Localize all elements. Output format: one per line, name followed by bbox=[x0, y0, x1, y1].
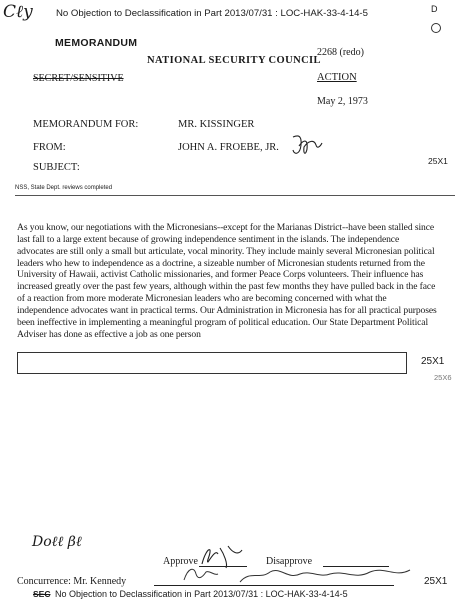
handwritten-mark-top-left: Cℓy bbox=[3, 2, 33, 22]
declassification-banner-top: No Objection to Declassification in Part 2013/07/31 : LOC-HAK-33-4-14-5 bbox=[56, 8, 368, 19]
from-label: FROM: bbox=[33, 142, 66, 153]
redaction-box bbox=[17, 352, 407, 374]
body-paragraph: As you know, our negotiations with the Micronesians--except for the Marianas District--have been stalled since last fall to a large extent because of growing independence sentiment in the islands. The independence advocates are still only a small but articulate, vocal minority. They include mainly several Micronesian political leaders who hew to independence as a doctrine, a sizeable number of Micronesian students returned from the University of Hawaii, activist Catholic missionaries, and former Peace Corps volunteers. Their influence has increased greatly over the past few years, although within the past few months they have pulled back in the face of a reaction from more moderate Micronesian leaders who are becoming concerned with what the independence advocates want in practical terms. Our Administration in Micronesia has for all practical purposes been ineffective in implementing a meaningful program of political education. Our State Department Political Adviser has done as effective a job as one person bbox=[17, 222, 437, 340]
subject-label: SUBJECT: bbox=[33, 162, 80, 173]
action-label: ACTION bbox=[317, 72, 357, 83]
redaction-code: 25X1 bbox=[428, 156, 448, 166]
declassification-banner-bottom: No Objection to Declassification in Part 2013/07/31 : LOC-HAK-33-4-14-5 bbox=[55, 589, 348, 599]
concurrence-line: Concurrence: Mr. Kennedy bbox=[17, 576, 127, 587]
handwritten-initials bbox=[290, 133, 324, 159]
from-value: JOHN A. FROEBE, JR. bbox=[178, 142, 279, 153]
divider-line bbox=[15, 195, 455, 196]
memo-for-value: MR. KISSINGER bbox=[178, 119, 255, 130]
handwritten-note: Dοℓℓ βℓ bbox=[32, 534, 82, 550]
redaction-code: 25X6 bbox=[434, 373, 452, 382]
concurrence-signature bbox=[180, 562, 420, 588]
disapprove-label: Disapprove bbox=[266, 556, 313, 567]
review-note: NSS, State Dept. reviews completed bbox=[15, 185, 113, 191]
footer-classification-prefix: SEC bbox=[33, 589, 51, 599]
corner-mark: D bbox=[431, 4, 438, 14]
memo-date: May 2, 1973 bbox=[317, 96, 368, 107]
memo-label: MEMORANDUM bbox=[55, 37, 138, 49]
document-number: 2268 (redo) bbox=[317, 47, 364, 58]
redaction-code: 25X1 bbox=[421, 356, 445, 367]
corner-circle-icon bbox=[431, 23, 441, 33]
memo-body bbox=[17, 222, 437, 340]
agency-name: NATIONAL SECURITY COUNCIL bbox=[147, 55, 321, 66]
redaction-code: 25X1 bbox=[424, 576, 448, 587]
classification-marking: SECRET/SENSITIVE bbox=[33, 73, 124, 84]
approve-label: Approve bbox=[163, 556, 198, 567]
memo-for-label: MEMORANDUM FOR: bbox=[33, 119, 139, 130]
